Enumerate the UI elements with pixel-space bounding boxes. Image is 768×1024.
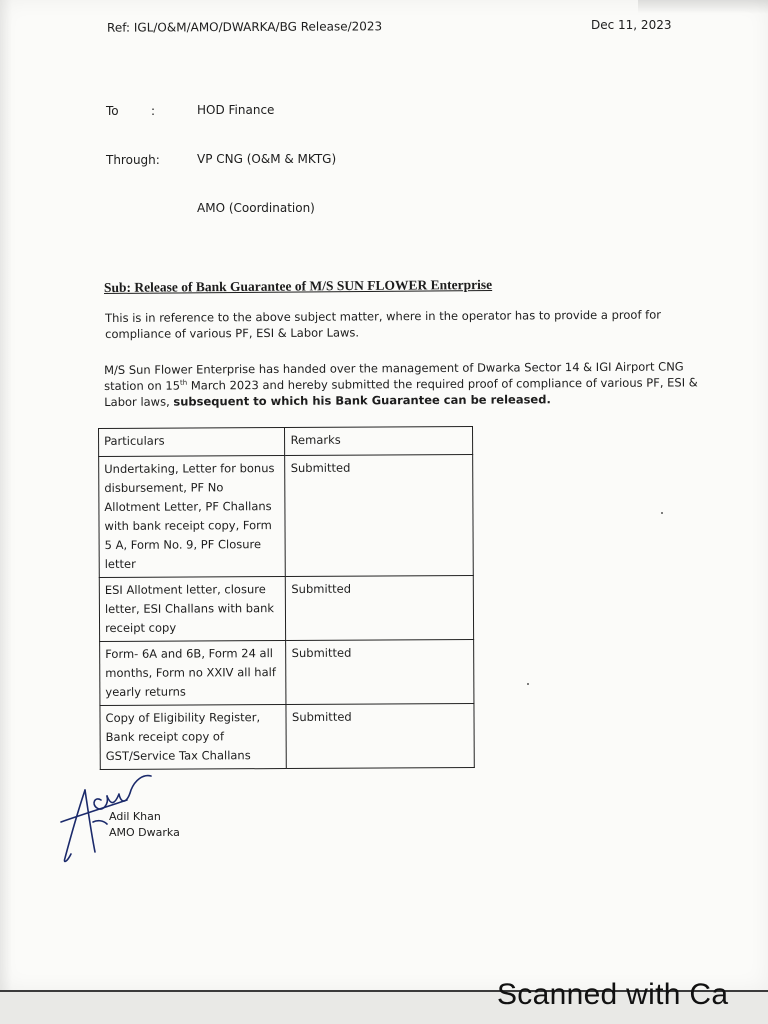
particulars-cell: Copy of Eligibility Register, Bank receipt copy of GST/Service Tax Challans [100,705,287,770]
paragraph-text: station on 15 [104,378,181,393]
paragraph-bold-text: subsequent to which his Bank Guarantee can be released. [173,392,551,409]
paragraph-line [104,390,704,410]
paragraph-line: This is in reference to the above subject matter, where in the operator has to provide a proof for [105,307,662,325]
reference-number: Ref: IGL/O&M/AMO/DWARKA/BG Release/2023 [106,19,383,35]
paragraph-line: M/S Sun Flower Enterprise has handed over the management of Dwarka Sector 14 & IGI Airport CNG [104,359,684,377]
compliance-table [98,426,475,770]
particulars-cell: ESI Allotment letter, closure letter, ESI Challans with bank receipt copy [99,577,286,642]
to-recipient: HOD Finance [197,103,275,117]
table-row [99,455,474,578]
column-header-remarks: Remarks [285,427,473,456]
paragraph-line: compliance of various PF, ESI & Labor Laws. [105,325,360,341]
signatory-designation: AMO Dwarka [109,826,180,839]
signatory-name: Adil Khan [109,810,161,823]
remarks-cell: Submitted [286,704,474,769]
remarks-cell: Submitted [285,455,473,577]
subject-line: Sub: Release of Bank Guarantee of M/S SUN FLOWER Enterprise [103,276,493,295]
to-colon: : [151,104,156,118]
scanner-watermark: Scanned with Ca [497,978,729,1011]
remarks-cell: Submitted [286,576,474,641]
scan-speck [527,683,529,685]
particulars-cell: Undertaking, Letter for bonus disbursement, PF No Allotment Letter, PF Challans with bank receipt copy, Form 5 A, Form No. 9, PF Closure letter [99,456,286,578]
through-label: Through: [106,153,160,167]
letter-date: Dec 11, 2023 [591,18,672,32]
to-label: To [106,104,119,118]
through-recipient-2: AMO (Coordination) [197,201,315,215]
paragraph-reference [105,306,705,342]
particulars-cell: Form- 6A and 6B, Form 24 all months, Form no XXIV all half yearly returns [100,641,287,706]
column-header-particulars: Particulars [99,428,286,457]
scan-speck [661,512,663,514]
through-recipient-1: VP CNG (O&M & MKTG) [197,152,337,166]
remarks-cell: Submitted [286,640,474,705]
paragraph-text: March 2023 and hereby submitted the required proof of compliance of various PF, ESI & [187,375,698,393]
paragraph-text: Labor laws, [104,394,174,409]
ordinal-suffix: th [179,378,188,387]
scan-edge-shadow [0,0,12,990]
table-row [100,640,474,706]
table-header-row [99,427,473,457]
paragraph-handover [104,358,704,410]
table-row [99,576,473,642]
